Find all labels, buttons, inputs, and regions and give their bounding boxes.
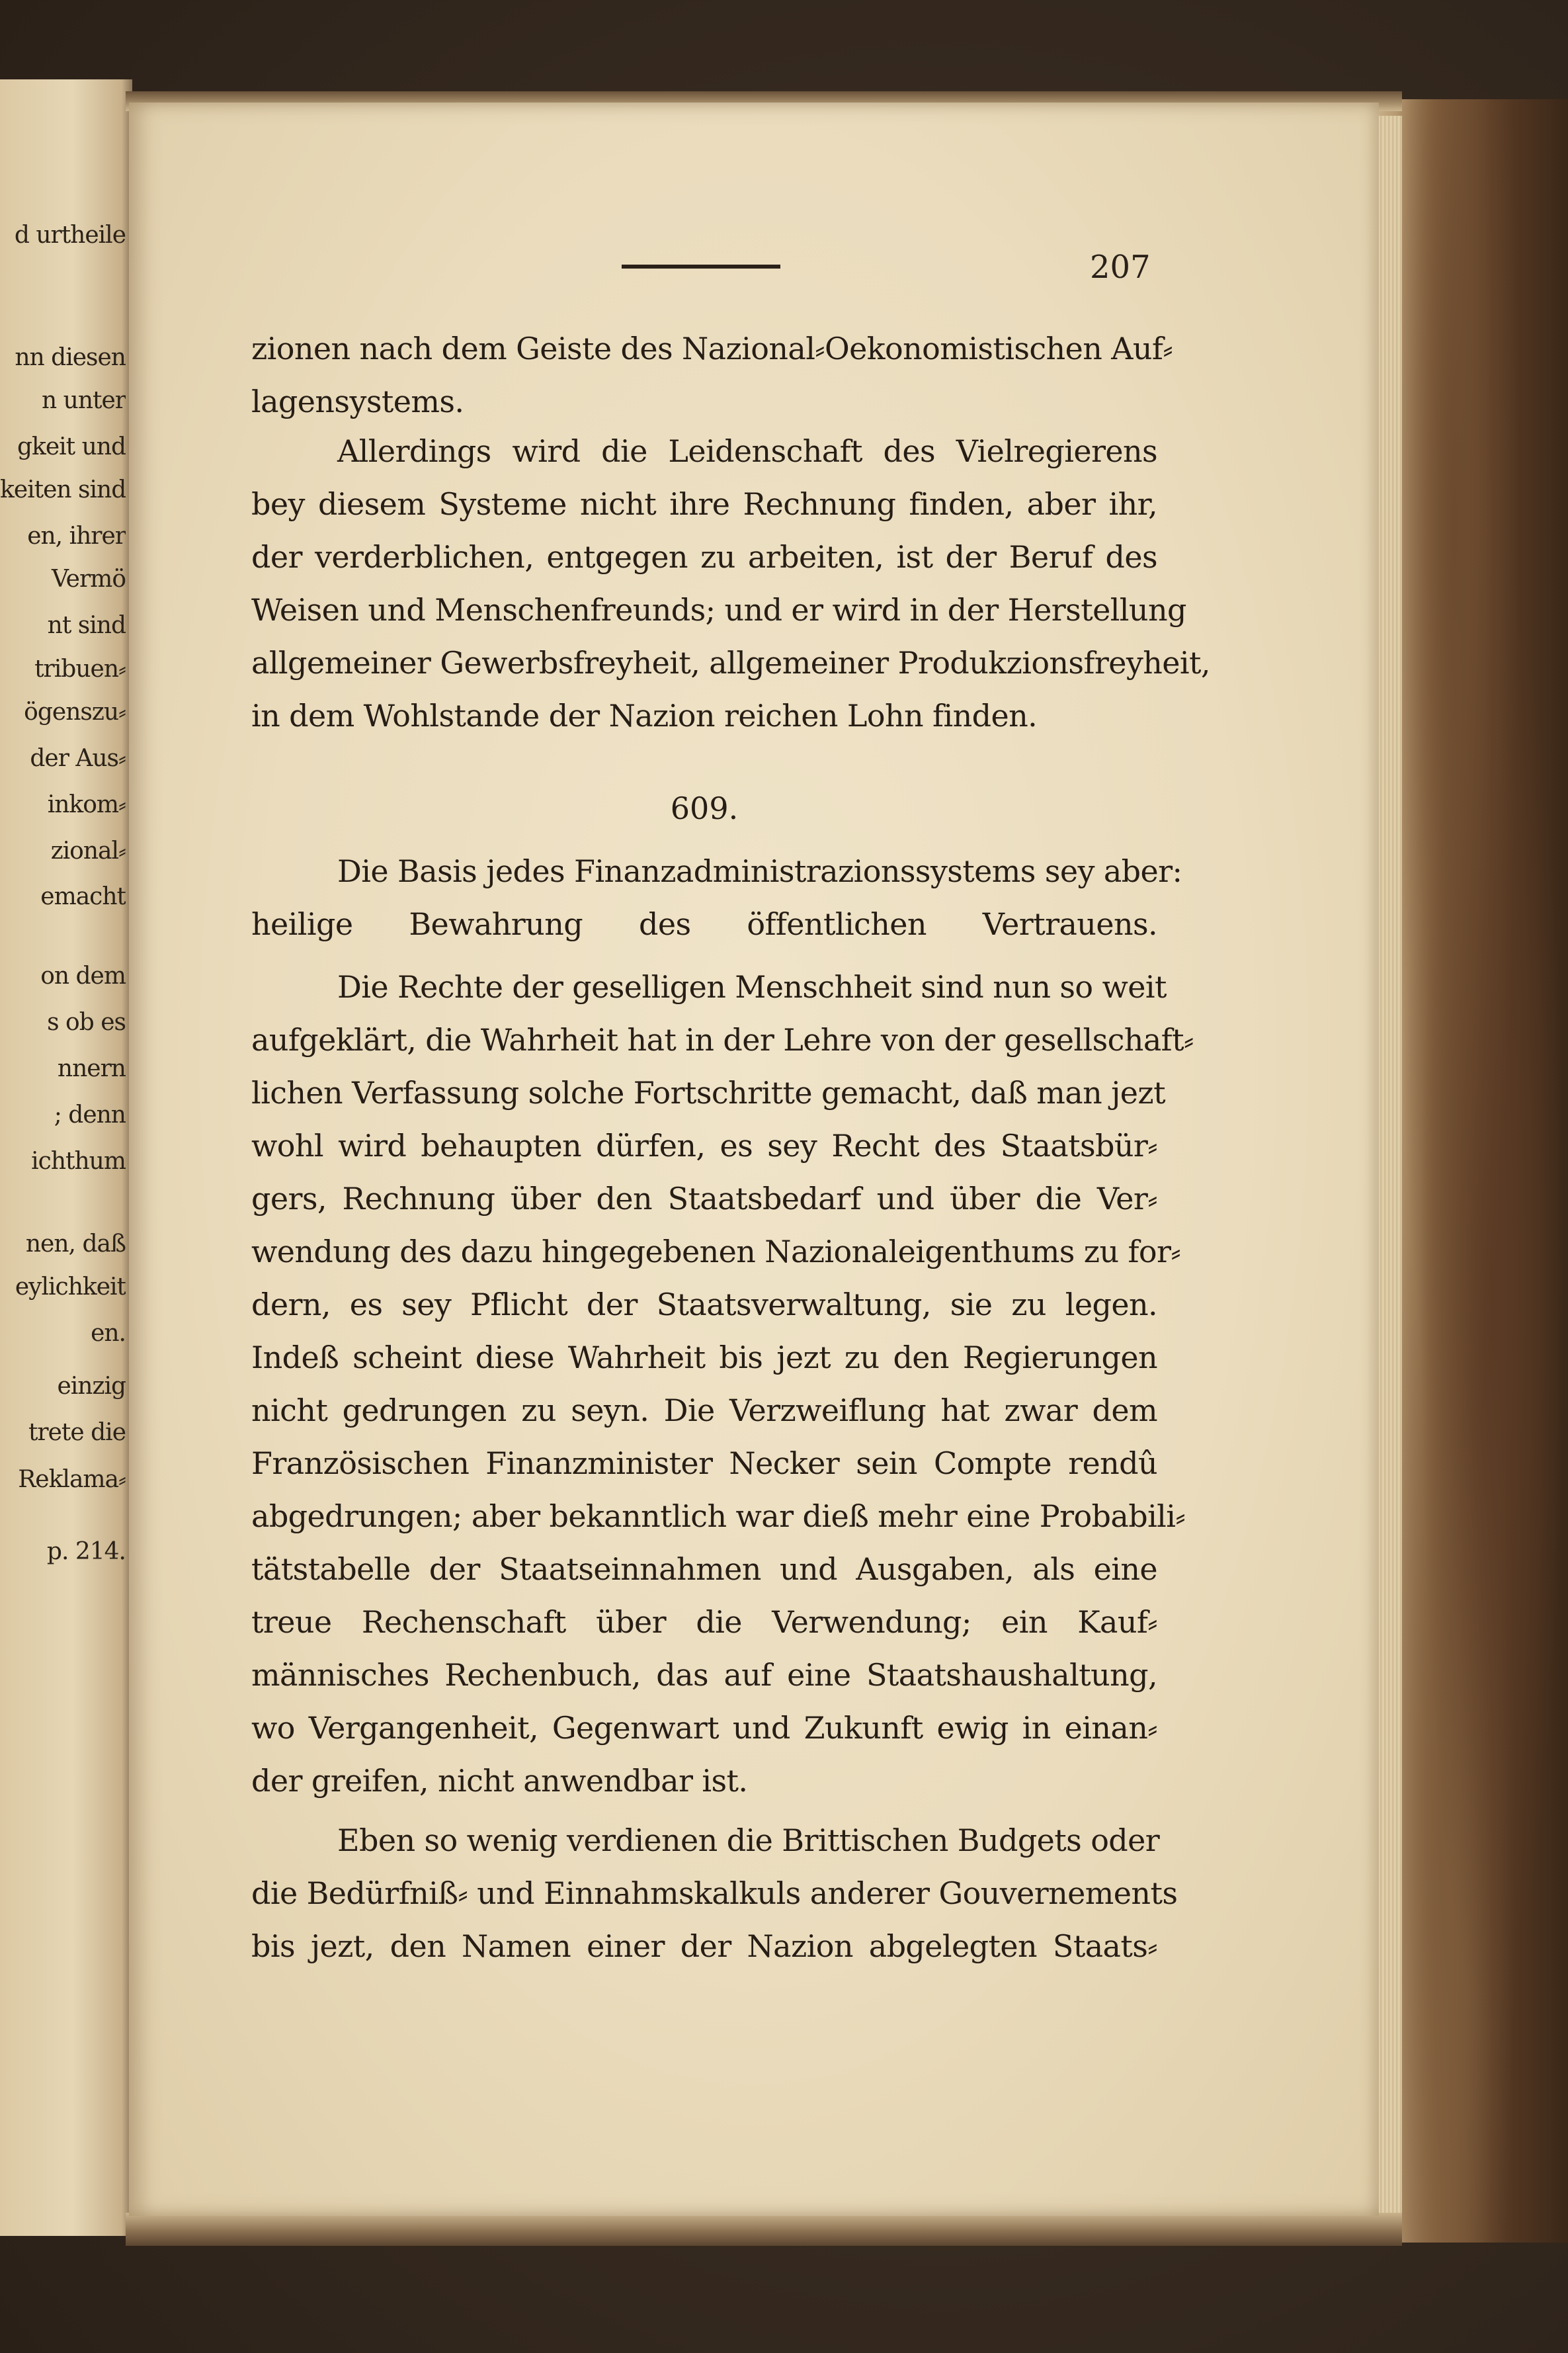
text-line: Indeß scheint diese Wahrheit bis jezt zu den Regierungen bbox=[251, 1340, 1157, 1375]
left-page-line: nnern bbox=[57, 1055, 126, 1082]
left-page-line: ; denn bbox=[54, 1101, 126, 1129]
text-line: Die Basis jedes Finanzadministrazionssystems sey aber: bbox=[337, 853, 1182, 889]
left-page-line: keiten sind bbox=[0, 476, 126, 503]
text-line: dern, es sey Pflicht der Staatsverwaltung, sie zu legen. bbox=[251, 1287, 1157, 1322]
text-line: männisches Rechenbuch, das auf eine Staatshaushaltung, bbox=[251, 1657, 1157, 1693]
left-page-line: s ob es bbox=[47, 1009, 126, 1036]
text-line: Weisen und Menschenfreunds; und er wird in der Herstellung bbox=[251, 592, 1186, 628]
text-line: der greifen, nicht anwendbar ist. bbox=[251, 1763, 748, 1799]
left-page-line: zional⸗ bbox=[50, 837, 126, 865]
text-line: zionen nach dem Geiste des Nazional⸗Oekonomistischen Auf⸗ bbox=[251, 331, 1173, 366]
text-line: allgemeiner Gewerbsfreyheit, allgemeiner Produkzionsfreyheit, bbox=[251, 645, 1210, 681]
left-page-line: p. 214. bbox=[46, 1538, 126, 1565]
text-line: bey diesem Systeme nicht ihre Rechnung finden, aber ihr, bbox=[251, 486, 1157, 522]
text-line: Allerdings wird die Leidenschaft des Vielregierens bbox=[337, 433, 1157, 469]
left-page-line: d urtheile bbox=[14, 222, 126, 249]
text-line: nicht gedrungen zu seyn. Die Verzweiflung hat zwar dem bbox=[251, 1392, 1157, 1428]
left-page-line: der Aus⸗ bbox=[30, 745, 126, 772]
text-line: Französischen Finanzminister Necker sein Compte rendû bbox=[251, 1445, 1157, 1481]
left-page-line: ögenszu⸗ bbox=[24, 699, 126, 726]
previous-page bbox=[0, 79, 132, 2236]
text-line: tätstabelle der Staatseinnahmen und Ausgaben, als eine bbox=[251, 1551, 1157, 1587]
text-line: wendung des dazu hingegebenen Nazionaleigenthums zu for⸗ bbox=[251, 1234, 1181, 1269]
text-line: Eben so wenig verdienen die Brittischen Budgets oder bbox=[337, 1822, 1160, 1858]
left-page-line: eylichkeit bbox=[15, 1273, 126, 1301]
text-line: gers, Rechnung über den Staatsbedarf und über die Ver⸗ bbox=[251, 1181, 1157, 1217]
left-page-line: nt sind bbox=[47, 612, 126, 639]
left-page-line: nen, daß bbox=[25, 1230, 126, 1258]
left-page-line: emacht bbox=[40, 883, 126, 910]
left-page-line: ichthum bbox=[31, 1148, 126, 1175]
text-line: bis jezt, den Namen einer der Nazion abgelegten Staats⸗ bbox=[251, 1928, 1157, 1964]
text-line: heilige Bewahrung des öffentlichen Vertrauens. bbox=[251, 906, 1157, 942]
left-page-line: Vermö bbox=[51, 566, 126, 593]
left-page-line: einzig bbox=[57, 1373, 126, 1400]
text-line: aufgeklärt, die Wahrheit hat in der Lehre von der gesellschaft⸗ bbox=[251, 1022, 1194, 1058]
book-cover-edge bbox=[1379, 99, 1568, 2243]
text-line: abgedrungen; aber bekanntlich war dieß mehr eine Probabili⸗ bbox=[251, 1498, 1186, 1534]
section-number: 609. bbox=[670, 791, 739, 826]
left-page-line: en, ihrer bbox=[27, 523, 126, 550]
header-rule bbox=[622, 265, 780, 269]
text-line: lagensystems. bbox=[251, 384, 464, 419]
text-line: wo Vergangenheit, Gegenwart und Zukunft ewig in einan⸗ bbox=[251, 1710, 1157, 1746]
left-page-line: en. bbox=[91, 1320, 126, 1347]
text-line: lichen Verfassung solche Fortschritte gemacht, daß man jezt bbox=[251, 1075, 1165, 1111]
text-line: die Bedürfniß⸗ und Einnahmskalkuls anderer Gouvernements bbox=[251, 1875, 1178, 1911]
text-line: Die Rechte der geselligen Menschheit sind nun so weit bbox=[337, 969, 1167, 1005]
left-page-line: n unter bbox=[42, 387, 126, 414]
page-number: 207 bbox=[1090, 249, 1151, 286]
left-page-line: on dem bbox=[40, 963, 126, 990]
text-line: der verderblichen, entgegen zu arbeiten, ist der Beruf des bbox=[251, 539, 1157, 575]
text-line: in dem Wohlstande der Nazion reichen Lohn finden. bbox=[251, 698, 1038, 734]
bottom-page-edge bbox=[126, 2213, 1402, 2246]
text-line: wohl wird behaupten dürfen, es sey Recht des Staatsbür⸗ bbox=[251, 1128, 1157, 1164]
left-page-line: tribuen⸗ bbox=[34, 656, 126, 683]
left-page-line: nn diesen bbox=[15, 344, 126, 371]
left-page-line: Reklama⸗ bbox=[18, 1466, 126, 1493]
left-page-line: gkeit und bbox=[17, 433, 126, 460]
left-page-line: inkom⸗ bbox=[47, 791, 126, 818]
text-line: treue Rechenschaft über die Verwendung; ein Kauf⸗ bbox=[251, 1604, 1157, 1640]
left-page-line: trete die bbox=[28, 1419, 126, 1446]
page-edges bbox=[1379, 116, 1402, 2219]
